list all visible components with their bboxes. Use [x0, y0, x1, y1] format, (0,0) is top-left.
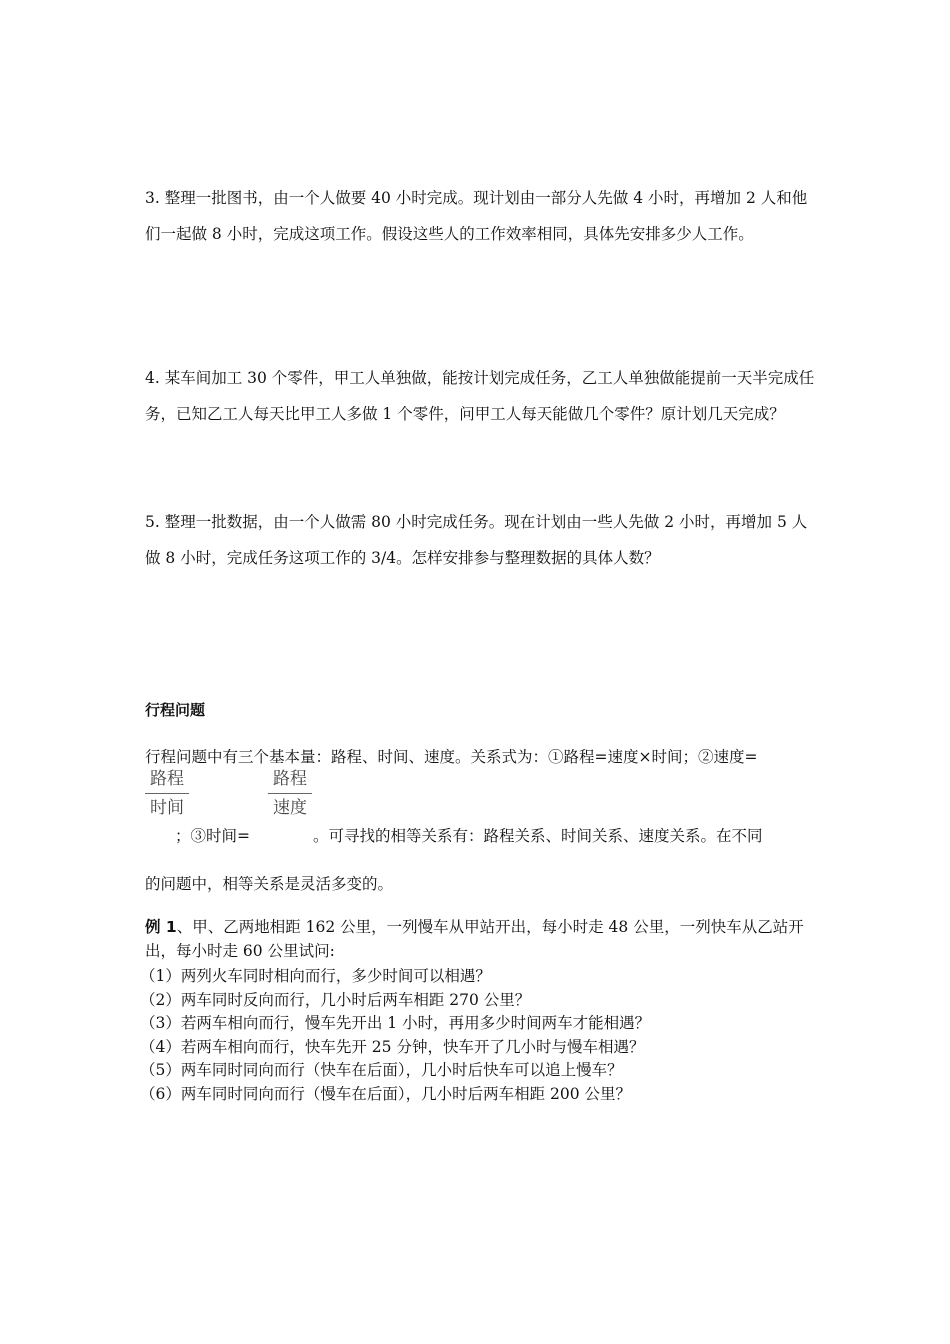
question-item: （5）两车同时同向而行（快车在后面），几小时后快车可以追上慢车？ [140, 1061, 623, 1079]
fraction-denominator: 时间 [150, 798, 184, 818]
fraction-numerator: 路程 [150, 769, 184, 789]
example-text: 、甲、乙两地相距 162 公里，一列慢车从甲站开出，每小时走 48 公里，一列快车从乙站开出，每小时走 60 公里试问: [145, 918, 804, 960]
section-intro-line3: 的问题中，相等关系是灵活多变的。 [145, 875, 394, 893]
fraction-distance-over-time [145, 768, 189, 819]
fraction-bar [145, 793, 189, 794]
fraction-numerator: 路程 [273, 769, 307, 789]
question-item: （4）若两车相向而行，快车先开 25 分钟，快车开了几小时与慢车相遇？ [140, 1037, 645, 1056]
fraction-bar [268, 793, 312, 794]
fraction-denominator: 速度 [273, 798, 307, 818]
question-item: （3）若两车相向而行，慢车先开出 1 小时，再用多少时间两车才能相遇？ [140, 1014, 651, 1032]
example-1 [145, 916, 815, 963]
question-item: （2）两车同时反向而行，几小时后两车相距 270 公里？ [140, 990, 531, 1009]
section-title: 行程问题 [145, 701, 206, 719]
example-questions [140, 965, 810, 1106]
fraction-distance-over-speed [268, 768, 312, 819]
example-label: 例 1 [145, 918, 177, 936]
section-intro-line2-b: 。可寻找的相等关系有：路程关系、时间关系、速度关系。在不同 [313, 827, 763, 845]
problem-3: 3. 整理一批图书，由一个人做要 40 小时完成。现计划由一部分人先做 4 小时，再增加 2 人和他们一起做 8 小时，完成这项工作。假设这些人的工作效率相同，具体先安排多少人工作。 [145, 189, 808, 243]
question-item: （6）两车同时同向而行（慢车在后面），几小时后两车相距 200 公里？ [140, 1084, 632, 1103]
problem-5: 5. 整理一批数据，由一个人做需 80 小时完成任务。现在计划由一些人先做 2 小时，再增加 5 人做 8 小时，完成任务这项工作的 3/4。怎样安排参与整理数据的具体人数？ [145, 513, 808, 567]
question-item: （1）两列火车同时相向而行，多少时间可以相遇？ [140, 967, 491, 985]
section-intro-line1: 行程问题中有三个基本量：路程、时间、速度。关系式为：①路程=速度×时间；②速度= [145, 748, 758, 766]
section-intro-line2-a: ；③时间= [175, 827, 250, 845]
problem-4: 4. 某车间加工 30 个零件，甲工人单独做，能按计划完成任务，乙工人单独做能提前一天半完成任务，已知乙工人每天比甲工人多做 1 个零件，问甲工人每天能做几个零件？原计划几天完成？ [145, 369, 815, 423]
